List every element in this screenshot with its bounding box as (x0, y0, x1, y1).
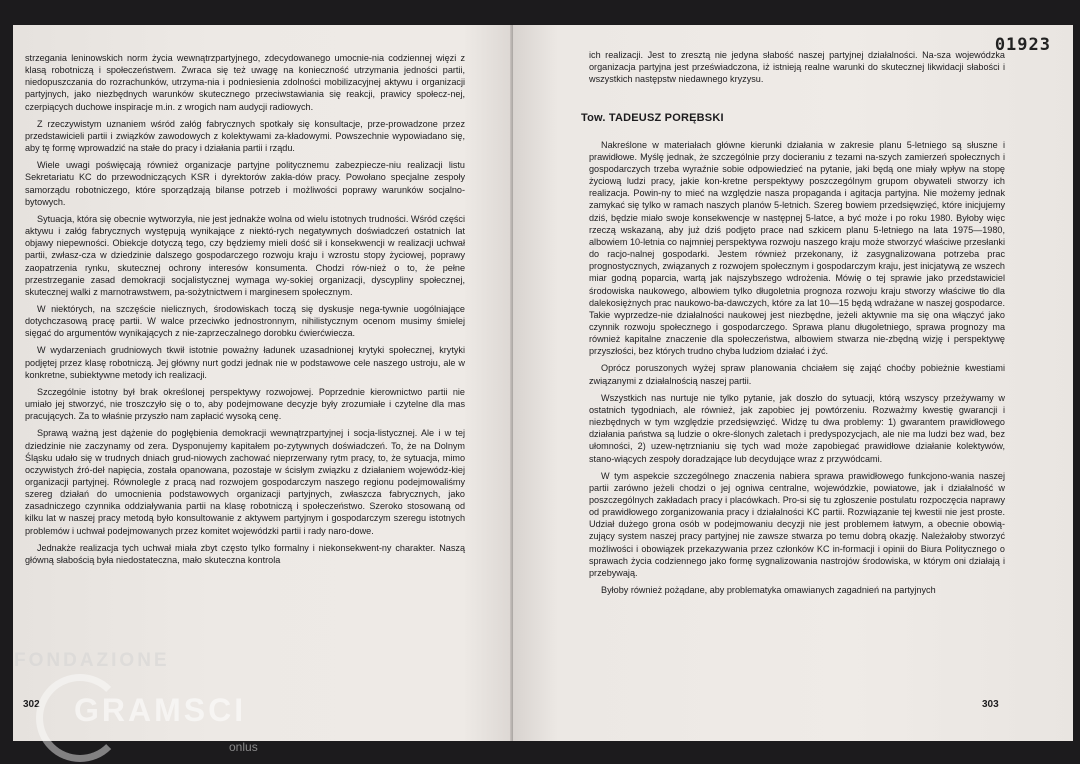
archive-number: 01923 (994, 35, 1051, 55)
watermark-sub-text: onlus (229, 740, 258, 754)
paragraph: W tym aspekcie szczególnego znaczenia nabiera sprawa prawidłowego funkcjono-wania naszej partii zarówno jeżeli chodzi o jej ogniwa centralne, wojewódzkie, powiatowe, jak i działalność w poszczególnych zakładach pracy i placówkach. Pro-si się tu zgłoszenie postulatu rozpoczęcia naprawy od prawidłowego zorganizowania pracy i działalności KC partii. Rozwiązanie tej kwestii nie jest proste. Udział dużego grona osób w podejmowaniu decyzji nie jest problemem łatwym, a obecnie obowią-zujący system naszej pracy partyjnej nie zawsze stwarza po temu dobrą okazję. Należałoby stworzyć możliwości i obowiązek przekazywania przez członków KC in-formacji i opinii do Biura Politycznego o sprawach życia codziennego jako formę sygnalizowania nastrojów środowiska, w którym oni działają i przebywają. (589, 470, 1005, 578)
right-page-text (581, 49, 1005, 601)
paragraph: W wydarzeniach grudniowych tkwił istotnie poważny ładunek uzasadnionej krytyki społecznej, krytyki podjętej przez klasę robotniczą. Jej główny nurt godzi jednak nie w podstawowe cele naszego ustroju, ale w konkretne, subiektywne metody ich realizacji. (25, 345, 465, 380)
paragraph: Oprócz poruszonych wyżej spraw planowania chciałem się zająć choćby pobieżnie kwestiami związanymi z działalnością naszej partii. (589, 363, 1005, 386)
paragraph: Wiele uwagi poświęcają również organizacje partyjne politycznemu zabezpiecze-niu realizacji listu Sekretariatu KC do przewodniczących KSR i dyrektorów zakła-dów pracy. Powołano specjalne zespoły samorządu robotniczego, które sporządzają bilanse potrzeb i możliwości poprawy warunków socjalno-bytowych. (25, 160, 465, 207)
right-page-number: 303 (982, 699, 999, 710)
left-page-number: 302 (23, 699, 40, 710)
paragraph: Szczególnie istotny był brak określonej perspektywy rozwojowej. Poprzednie kierownictwo partii nie umiało jej stworzyć, nie troszczyło się o to, aby podejmowane decyzje były zrozumiałe i czytelne dla mas pracujących. Za to właśnie przyszło nam zapłacić wysoką cenę. (25, 386, 465, 422)
paragraph: Jednakże realizacja tych uchwał miała zbyt często tylko formalny i niekonsekwent-ny charakter. Naszą główną słabością była niedostateczna, mało skuteczna kontrola (25, 542, 465, 565)
paragraph: Sytuacja, która się obecnie wytworzyła, nie jest jednakże wolna od wielu istotnych trudności. Wśród części aktywu i załóg fabrycznych występują wynikające z niektó-rych negatywnych doświadczeń ostatnich lat objawy niepewności. Obiekcje dotyczą tego, czy będziemy mieli dość sił i konsekwencji w realizacji uchwał partii, zwłasz-cza w dziedzinie dalszego gospodarczego rozwoju kraju i wzrostu stopy życiowej, poprawy zaopatrzenia rynku, skutecznej ochrony interesów konsumenta. Chodzi rów-nież o to, że pełne przestrzeganie zasad demokracji socjalistycznej wymaga wy-sokiej organizacji, dyscypliny społecznej, skutecznej walki z marnotrawstwem, pa-sożytnictwem i marginesem społecznym. (25, 213, 465, 297)
paragraph: Nakreślone w materiałach główne kierunki działania w zakresie planu 5-letniego są słuszne i prawidłowe. Myślę jednak, że szczególnie przy docieraniu z tezami na-szych zamierzeń społecznych i gospodarczych trzeba wyraźnie sobie odpowiedzieć na pytanie, jaki będą one miały wpływ na stopę życiową ludzi pracy, jakie kon-kretne perspektywy poszczególnym grupom obywateli stworzy ich realizacja. Powin-ny to mieć na względzie nasza propaganda i agitacja partyjna. Nie możemy jednak zamykać się tylko w ramach naszych planów 5-letnich. Szereg bowiem przedsięwzięć, które inicjujemy dziś, będzie miało swoje konsekwencje w następnej 5-latce, a być może i po roku 1980. Byłoby więc rzeczą wskazaną, aby już dziś podjęto prace nad szkicem planu 5-letniego na lata 1975—1980, albowiem 10-letnia co najmniej perspektywa rozwoju naszego kraju może stworzyć właściwe przesłanki do racjo-nalnej gospodarki. Jestem również przekonany, iż zasygnalizowana potrzeba prac prognostycznych, związanych z rozwojem społecznym i gospodarczym kraju, jest inicjatywą ze wszech miar godną poparcia, wartą jak najszybszego wdrożenia. Mówię o tej sprawie jako przedstawiciel środowiska naukowego, albowiem tylko długoletnia prognoza rozwoju kraju stworzy właściwe tło dla dalekosiężnych prac naukowo-ba-dawczych, które za lat 10—15 będą wdrażane w naszej gospodarce. Takie wyprzedze-nie działalności naukowej jest niezbędne, jeżeli aktywnie ma się ona włączyć jako czynnik rozwoju społecznego i gospodarczego. Sprawa planu długoletniego, sprawa prognozy ma również kapitalne znaczenie dla społeczeństwa, albowiem stwarza nie-zbędną wizję i perspektywę przyszłości, bez których trudno chyba ludziom działać i żyć. (589, 139, 1005, 357)
paragraph: Z rzeczywistym uznaniem wśród załóg fabrycznych spotkały się konsultacje, prze-prowadzone przez przedstawicieli partii i związków zawodowych z kolektywami za-kładowymi. Powszechnie wypowiadano się, aby tę formę wprowadzić na stałe do pracy i działania partii i rządu. (25, 118, 465, 154)
paragraph: Sprawą ważną jest dążenie do pogłębienia demokracji wewnątrzpartyjnej i socja-listycznej. Ale i w tej dziedzinie nie zaczynamy od zera. Dysponujemy kapitałem po-zytywnych doświadczeń. To, że na Dolnym Śląsku udało się w trudnych dniach grud-niowych zachować nieprzerwany rytm pracy, to, że sytuacja, mimo oczywistych źró-deł napięcia, została opanowana, pozostaje w ścisłym związku z działaniem wojewódz-kiej organizacji partyjnej. Równolegle z pracą nad rozwojem gospodarczym naszego regionu podejmowaliśmy szereg działań do umocnienia podstawowych organizacji partyjnych, zwłaszcza fabrycznych, jako zasadniczego czynnika oddziaływania partii na klasę robotniczą i społeczeństwo. Szeroko stosowaną od kilku lat w naszej pracy metodą było konsultowanie z aktywem partyjnym i gospodarczym szeregu istotnych problemów i uchwał podejmowanych przez komitet wojewódzki partii i rady naro-dowe. (25, 428, 465, 536)
paragraph: Wszystkich nas nurtuje nie tylko pytanie, jak doszło do sytuacji, którą wszyscy przeżywamy w ostatnich tygodniach, ale również, jak zapobiec jej powtórzeniu. Rozważmy kwestię gwarancji i niezbędnych w tym względzie przedsięwzięć. Widzę tu dwa problemy: 1) gwarantem prawidłowego działania państwa są ludzie o okre-ślonych zaletach i predyspozycjach, ale nie ma ludzi bez wad, bez ułomności, 2) uzew-nętrznianiu się tych wad może zapobiegać prawidłowe działanie kolektywów, stano-wiących zespoły doradzające lub decydujące wraz z przywódcami. (589, 392, 1005, 464)
left-page (13, 25, 513, 741)
paragraph: ich realizacji. Jest to zresztą nie jedyna słabość naszej partyjnej działalności. Na-sza wojewódzka organizacja partyjna jest przeświadczona, iż istnieją realne warunki do skutecznej likwidacji słabości i wszystkich następstw niedawnego kryzysu. (589, 50, 1005, 85)
watermark-main-text: GRAMSCI (74, 692, 247, 728)
paragraph: W niektórych, na szczęście nielicznych, środowiskach toczą się dyskusje nega-tywnie uogólniające dotychczasową pracę partii. W walce przeciwko jednostronnym, nihilistycznym ocenom musimy śmielej sięgać do argumentów wynikających z nie-zaprzeczalnego dorobku ćwierćwiecza. (25, 303, 465, 339)
watermark-top-text: FONDAZIONE (14, 650, 170, 671)
left-page-text (25, 52, 465, 571)
right-page (513, 25, 1073, 741)
paragraph: Byłoby również pożądane, aby problematyka omawianych zagadnień na partyjnych (601, 585, 936, 596)
paragraph: strzegania leninowskich norm życia wewnątrzpartyjnego, zdecydowanego umocnie-nia codziennej więzi z klasą robotniczą i społeczeństwem. Zwraca się też uwagę na konieczność utrzymania jedności partii, niedopuszczania do rozrachunków, utrzyma-nia i podniesienia zdolności mobilizacyjnej aktywu i organizacji partyjnych, jako niezbędnych warunków skutecznego przeciwstawiania się reakcji, prawicy społecz-nej, czerpiących duchowe inspiracje m.in. z wrogich nam audycji radiowych. (25, 53, 465, 112)
speaker-heading: Tow. TADEUSZ PORĘBSKI (581, 112, 724, 125)
